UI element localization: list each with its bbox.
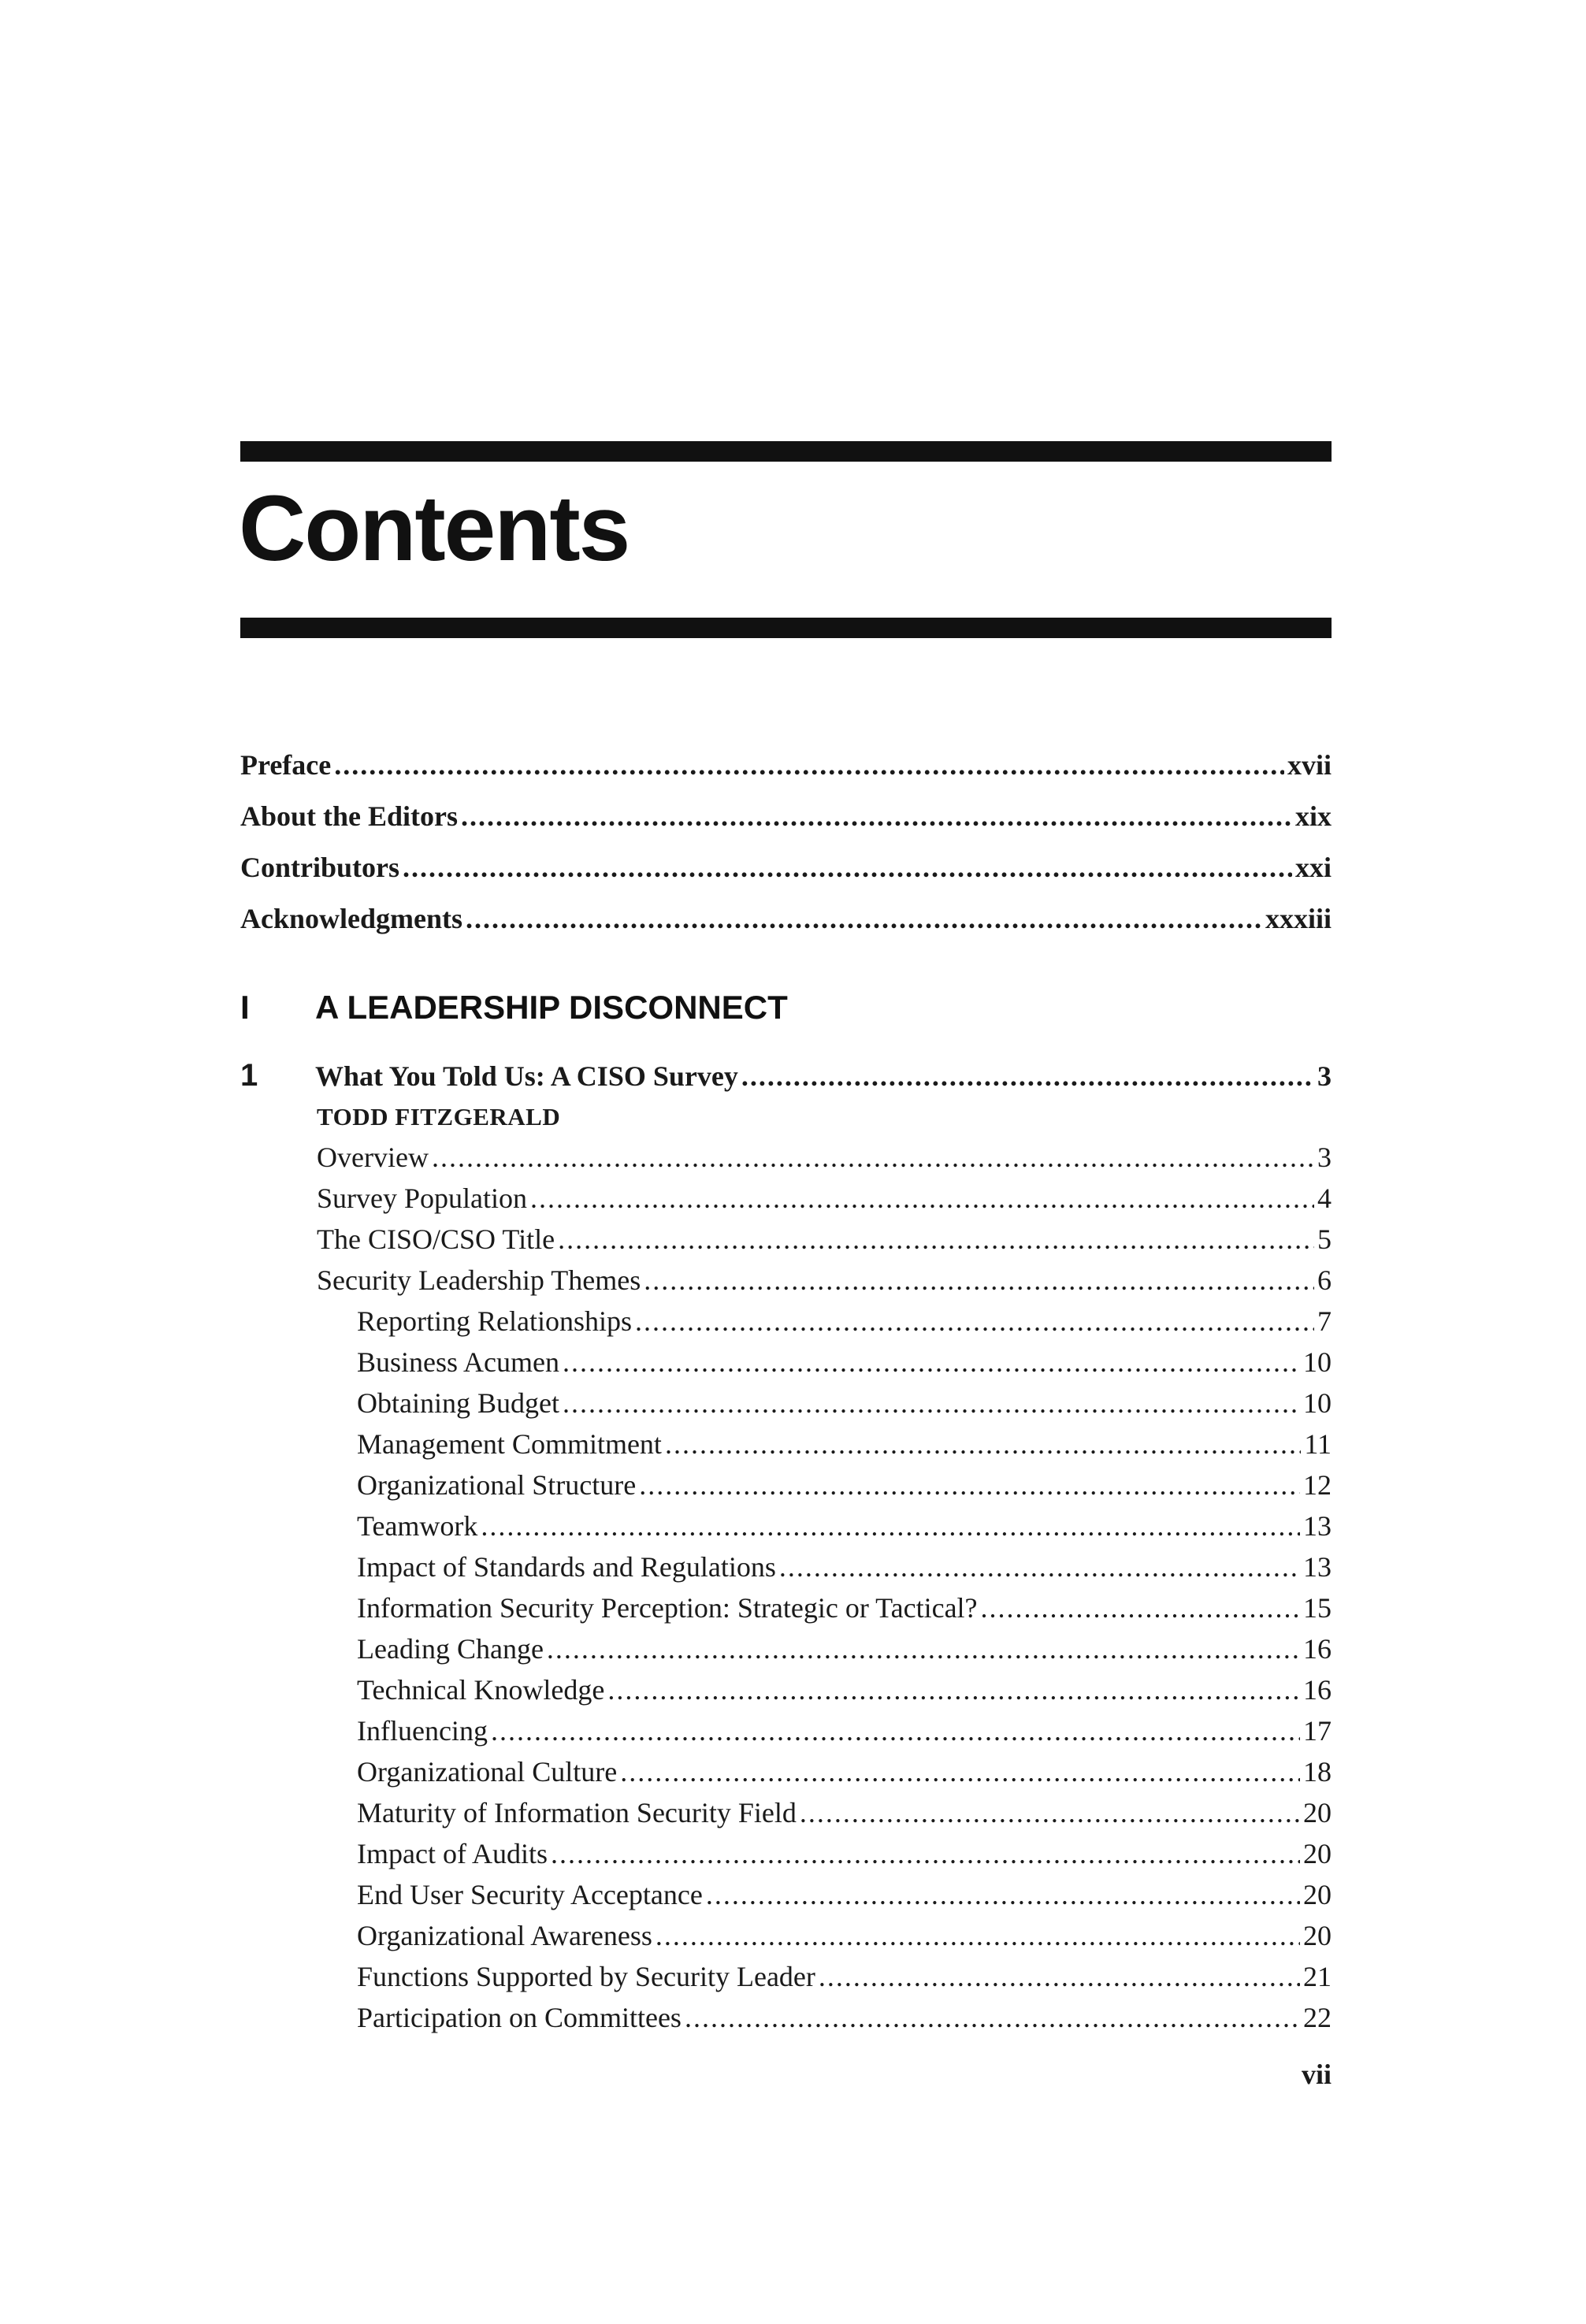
toc-entry-acknowledgments[interactable] [240, 902, 1332, 935]
subsection-page: 12 [1303, 1469, 1332, 1501]
toc-entry-preface[interactable] [240, 748, 1332, 781]
subsection-label: Influencing [357, 1715, 488, 1747]
toc-entry-subsection[interactable] [357, 1387, 1332, 1420]
toc-entry-contributors[interactable] [240, 851, 1332, 884]
toc-entry-page: xvii [1287, 749, 1332, 781]
subsection-label: Technical Knowledge [357, 1674, 605, 1706]
chapter-number: 1 [240, 1058, 258, 1093]
leader-dots [981, 1591, 1300, 1624]
subsection-page: 20 [1303, 1920, 1332, 1951]
subsection-page: 22 [1303, 2002, 1332, 2033]
leader-dots [635, 1305, 1314, 1338]
chapter-title: What You Told Us: A CISO Survey [315, 1060, 738, 1092]
toc-entry-subsection[interactable] [357, 1796, 1332, 1829]
toc-entry-subsection[interactable] [357, 1673, 1332, 1706]
toc-entry-about-the-editors[interactable] [240, 800, 1332, 833]
subsection-page: 16 [1303, 1674, 1332, 1706]
toc-entry-section[interactable] [317, 1141, 1332, 1174]
section-label: The CISO/CSO Title [317, 1223, 555, 1255]
subsection-label: Impact of Audits [357, 1838, 548, 1869]
toc-entry-subsection[interactable] [357, 1755, 1332, 1788]
subsection-page: 20 [1303, 1797, 1332, 1828]
subsection-label: Obtaining Budget [357, 1387, 559, 1419]
toc-entry-subsection[interactable] [357, 1346, 1332, 1379]
chapter-author: TODD FITZGERALD [317, 1103, 561, 1130]
toc-entry-section[interactable] [317, 1264, 1332, 1297]
part-title: A LEADERSHIP DISCONNECT [315, 989, 788, 1026]
toc-entry-subsection[interactable] [357, 1960, 1332, 1993]
toc-entry-page: xxi [1294, 852, 1332, 883]
toc-entry-subsection[interactable] [357, 1550, 1332, 1583]
subsection-page: 7 [1317, 1305, 1332, 1337]
leader-dots [403, 851, 1292, 884]
leader-dots [607, 1673, 1300, 1706]
toc-entry-section[interactable] [317, 1182, 1332, 1215]
leader-dots [334, 748, 1284, 781]
leader-dots [491, 1714, 1300, 1747]
subsection-label: Business Acumen [357, 1346, 559, 1378]
leader-dots [779, 1550, 1300, 1583]
section-label: Overview [317, 1142, 429, 1173]
toc-entry-subsection[interactable] [357, 1591, 1332, 1624]
subsection-label: Management Commitment [357, 1428, 662, 1460]
toc-entry-subsection[interactable] [357, 1509, 1332, 1543]
leader-dots [620, 1755, 1300, 1788]
subsection-page: 10 [1303, 1387, 1332, 1419]
subsection-page: 18 [1303, 1756, 1332, 1788]
subsection-label: Organizational Culture [357, 1756, 618, 1788]
subsection-label: Participation on Committees [357, 2002, 682, 2033]
subsection-label: Reporting Relationships [357, 1305, 632, 1337]
toc-entry-label: Acknowledgments [240, 903, 463, 934]
toc-entry-label: About the Editors [240, 800, 459, 832]
leader-dots [563, 1387, 1300, 1420]
bottom-rule [240, 618, 1332, 638]
subsection-label: Organizational Structure [357, 1469, 637, 1501]
section-page: 4 [1317, 1182, 1332, 1214]
subsection-page: 13 [1303, 1510, 1332, 1542]
leader-dots [461, 800, 1292, 833]
subsection-label: Teamwork [357, 1510, 478, 1542]
subsection-page: 10 [1303, 1346, 1332, 1378]
subsection-label: Leading Change [357, 1633, 544, 1665]
page-folio: vii [1301, 2059, 1332, 2090]
subsection-page: 11 [1304, 1428, 1332, 1460]
toc-entry-chapter[interactable] [315, 1060, 1332, 1093]
leader-dots [639, 1468, 1300, 1502]
section-label: Security Leadership Themes [317, 1264, 641, 1296]
subsection-label: Maturity of Information Security Field [357, 1797, 797, 1828]
subsection-label: Organizational Awareness [357, 1920, 652, 1951]
toc-entry-section[interactable] [317, 1223, 1332, 1256]
toc-entry-subsection[interactable] [357, 1919, 1332, 1952]
subsection-page: 15 [1303, 1592, 1332, 1624]
subsection-page: 13 [1303, 1551, 1332, 1583]
toc-entry-subsection[interactable] [357, 1427, 1332, 1461]
toc-entry-page: xix [1294, 800, 1332, 832]
leader-dots [466, 902, 1262, 935]
leader-dots [432, 1141, 1314, 1174]
subsection-label: Information Security Perception: Strategic or Tactical? [357, 1592, 978, 1624]
top-rule [240, 441, 1332, 462]
leader-dots [656, 1919, 1300, 1952]
page-title: Contents [239, 477, 630, 581]
section-page: 5 [1317, 1223, 1332, 1255]
leader-dots [558, 1223, 1314, 1256]
toc-entry-subsection[interactable] [357, 1714, 1332, 1747]
subsection-label: Impact of Standards and Regulations [357, 1551, 776, 1583]
subsection-page: 20 [1303, 1838, 1332, 1869]
toc-entry-label: Contributors [240, 852, 400, 883]
leader-dots [551, 1837, 1300, 1870]
leader-dots [665, 1427, 1301, 1461]
subsection-page: 17 [1303, 1715, 1332, 1747]
toc-entry-label: Preface [240, 749, 332, 781]
section-page: 3 [1317, 1142, 1332, 1173]
chapter-page: 3 [1317, 1060, 1332, 1092]
subsection-label: Functions Supported by Security Leader [357, 1961, 815, 1992]
leader-dots [547, 1632, 1300, 1665]
subsection-page: 16 [1303, 1633, 1332, 1665]
section-label: Survey Population [317, 1182, 527, 1214]
leader-dots [530, 1182, 1314, 1215]
leader-dots [741, 1060, 1314, 1093]
toc-entry-subsection[interactable] [357, 1632, 1332, 1665]
leader-dots [800, 1796, 1300, 1829]
toc-entry-page: xxxiii [1265, 903, 1332, 934]
toc-entry-subsection[interactable] [357, 1305, 1332, 1338]
leader-dots [644, 1264, 1314, 1297]
section-page: 6 [1317, 1264, 1332, 1296]
subsection-page: 21 [1303, 1961, 1332, 1992]
part-number: I [240, 989, 250, 1026]
leader-dots [481, 1509, 1300, 1543]
toc-entry-subsection[interactable] [357, 1468, 1332, 1502]
leader-dots [819, 1960, 1300, 1993]
subsection-page: 20 [1303, 1879, 1332, 1910]
toc-entry-subsection[interactable] [357, 1837, 1332, 1870]
toc-entry-subsection[interactable] [357, 2001, 1332, 2034]
leader-dots [563, 1346, 1300, 1379]
leader-dots [706, 1878, 1300, 1911]
toc-entry-subsection[interactable] [357, 1878, 1332, 1911]
subsection-label: End User Security Acceptance [357, 1879, 703, 1910]
leader-dots [685, 2001, 1300, 2034]
